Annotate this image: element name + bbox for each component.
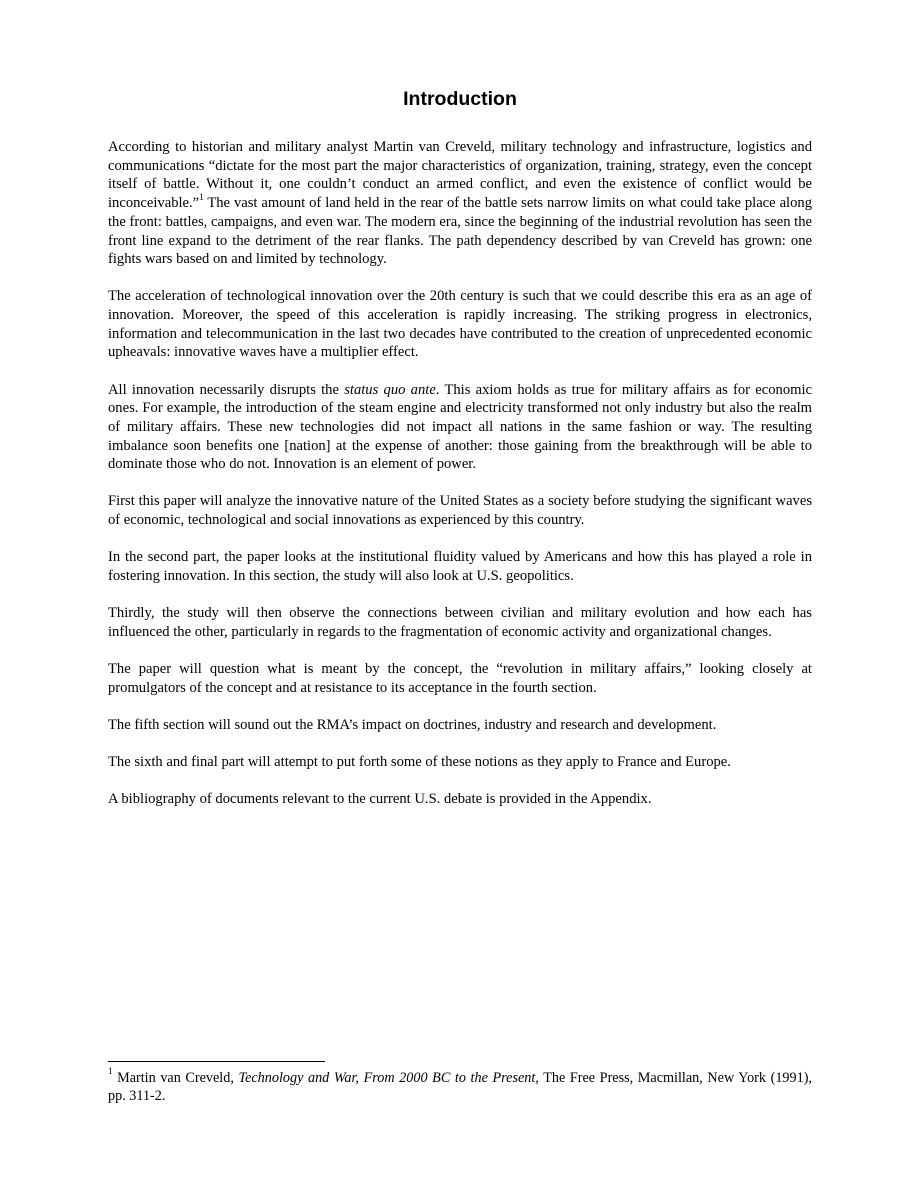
footnote-marker: 1	[108, 1066, 113, 1077]
footnote-book-title: Technology and War, From 2000 BC to the Present,	[238, 1070, 539, 1086]
paragraph-7: The paper will question what is meant by the concept, the “revolution in military affairs,” looking closely at promulgators of the concept and at resistance to its acceptance in the fourth section.	[108, 660, 812, 696]
paragraph-4: First this paper will analyze the innovative nature of the United States as a society before studying the significant waves of economic, technological and social innovations as experienced by this country.	[108, 493, 812, 529]
footnote-1	[108, 1066, 812, 1105]
paragraph-6: Thirdly, the study will then observe the connections between civilian and military evolution and how each has influenced the other, particularly in regards to the fragmentation of economic activity and organizational changes.	[108, 605, 812, 640]
page-title: Introduction	[403, 88, 517, 110]
footnote-author: Martin van Creveld,	[112, 1070, 239, 1086]
paragraph-3-text-a: All innovation necessarily disrupts the	[108, 381, 345, 398]
body-text	[108, 138, 812, 827]
paragraph-3	[108, 381, 812, 475]
paragraph-3-italic-phrase: status quo ante	[344, 381, 436, 398]
paragraph-5: In the second part, the paper looks at the institutional fluidity valued by Americans and how this has played a role in fostering innovation. In this section, the study will also look at U.S. geopolitics.	[108, 549, 812, 584]
footnote-publisher: The Free Press, Macmillan, New York (1991), pp. 311-2.	[108, 1070, 812, 1104]
paragraph-1-text-b: The vast amount of land held in the rear of the battle sets narrow limits on what could take place along the front: battles, campaigns, and even war. The modern era, since the beginning of the industrial revolution has seen the front line expand to the detriment of the rear flanks. The path dependency described by van Creveld has grown: one fights wars based on and limited by technology.	[108, 195, 812, 268]
paragraph-2: The acceleration of technological innovation over the 20th century is such that we could describe this era as an age of innovation. Moreover, the speed of this acceleration is rapidly increasing. The striking progress in electronics, information and telecommunication in the last two decades have contributed to the creation of unprecedented economic upheavals: innovative waves have a multiplier effect.	[108, 288, 812, 361]
paragraph-1	[108, 138, 812, 269]
footnote-separator	[108, 1061, 325, 1062]
paragraph-3-text-b: . This axiom holds as true for military affairs as for economic ones. For example, the introduction of the steam engine and electricity transformed not only industry but also the realm of military affairs. These new technologies did not impact all nations in the same fashion or way. The resulting imbalance soon benefits one [nation] at the expense of another: those gaining from the breakthrough will be able to dominate those who do not. Innovation is an element of power.	[108, 381, 812, 473]
paragraph-8: The fifth section will sound out the RMA’s impact on doctrines, industry and research and development.	[108, 716, 717, 733]
footnote-reference-1[interactable]: 1	[199, 192, 204, 203]
paragraph-10: A bibliography of documents relevant to the current U.S. debate is provided in the Appendix.	[108, 790, 652, 807]
paragraph-1-text-a: According to historian and military analyst Martin van Creveld, military technology and infrastructure, logistics and communications “dictate for the most part the major characteristics of organization, training, strategy, even the concept itself of battle. Without it, one couldn’t conduct an armed conflict, and even the existence of conflict would be inconceivable.”	[108, 139, 812, 212]
paragraph-9: The sixth and final part will attempt to put forth some of these notions as they apply to France and Europe.	[108, 753, 731, 770]
